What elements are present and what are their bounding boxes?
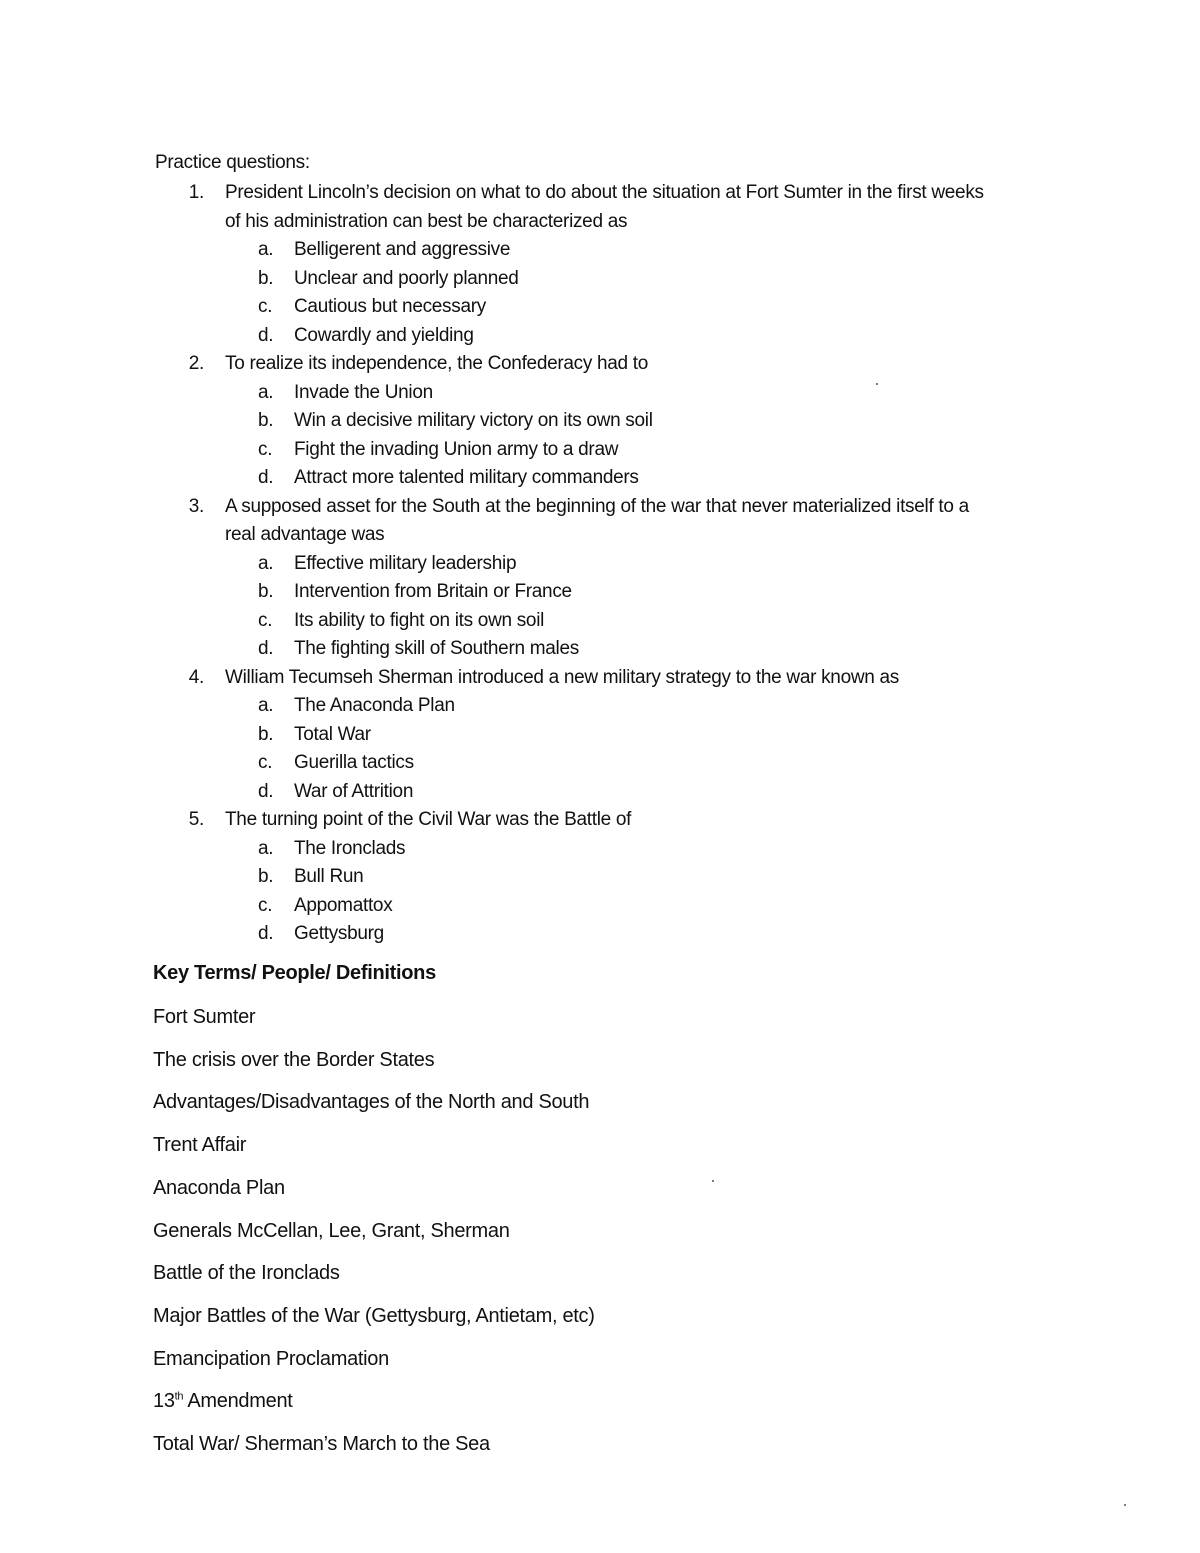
key-term: Major Battles of the War (Gettysburg, Antietam, etc) [153,1304,595,1327]
option-text: Fight the invading Union army to a draw [294,438,619,460]
question-text: William Tecumseh Sherman introduced a new military strategy to the war known as [225,666,899,688]
question-text: real advantage was [225,524,385,545]
option-letter: b. [258,866,274,887]
question-text: President Lincoln’s decision on what to do about the situation at Fort Sumter in the first weeks [225,182,984,203]
key-term: Anaconda Plan [153,1176,285,1199]
question-text: of his administration can best be characterized as [225,210,628,232]
option-letter: c. [258,894,273,916]
option-letter: a. [258,552,274,574]
option-letter: d. [258,324,274,346]
option-text: Intervention from Britain or France [294,581,572,602]
scan-speck [712,1180,714,1182]
key-term: Fort Sumter [153,1006,256,1028]
amendment-label: Amendment [183,1390,293,1413]
option-letter: d. [258,923,274,944]
key-term [153,1390,293,1413]
option-text: Bull Run [294,866,364,887]
question-number: 5. [188,809,204,830]
option-text: Gettysburg [294,923,384,944]
option-letter: c. [258,752,273,773]
option-letter: a. [258,381,274,403]
question-number: 4. [188,666,204,688]
option-letter: c. [258,296,273,317]
ordinal-suffix: th [174,1390,184,1403]
option-text: The Ironclads [294,837,406,859]
option-letter: d. [258,467,274,488]
question-number: 2. [188,353,204,374]
option-text: Effective military leadership [294,552,517,574]
key-term: Generals McCellan, Lee, Grant, Sherman [153,1219,510,1242]
option-text: Cowardly and yielding [294,324,474,346]
option-text: Total War [294,723,371,745]
option-letter: c. [258,438,273,460]
option-letter: a. [258,695,274,716]
amendment-number: 13 [153,1390,175,1413]
option-letter: b. [258,410,274,431]
option-letter: b. [258,723,274,745]
option-text: The Anaconda Plan [294,695,455,716]
question-text: The turning point of the Civil War was the Battle of [225,809,632,830]
question-text: A supposed asset for the South at the beginning of the war that never materialized itself to a [225,495,969,517]
key-term: Emancipation Proclamation [153,1347,389,1370]
key-term: Advantages/Disadvantages of the North and South [153,1091,590,1114]
option-letter: b. [258,581,274,602]
option-letter: b. [258,267,274,289]
question-number: 1. [188,182,204,203]
option-text: War of Attrition [294,780,414,802]
option-letter: d. [258,780,274,802]
option-text: Attract more talented military commanders [294,467,639,488]
option-text: Guerilla tactics [294,752,414,773]
option-letter: a. [258,837,274,859]
option-letter: c. [258,609,273,631]
question-number: 3. [188,495,204,517]
practice-questions-heading: Practice questions: [155,152,310,173]
option-letter: a. [258,239,274,260]
option-text: Appomattox [294,894,393,916]
option-letter: d. [258,638,274,659]
option-text: Unclear and poorly planned [294,267,519,289]
option-text: Belligerent and aggressive [294,239,511,260]
question-text: To realize its independence, the Confederacy had to [225,353,649,374]
option-text: Invade the Union [294,381,433,403]
option-text: Its ability to fight on its own soil [294,609,545,631]
key-term: The crisis over the Border States [153,1048,435,1071]
option-text: Win a decisive military victory on its own soil [294,410,653,431]
key-term: Battle of the Ironclads [153,1262,340,1285]
scan-speck [876,383,878,385]
key-terms-heading: Key Terms/ People/ Definitions [153,962,436,984]
key-term: Trent Affair [153,1134,247,1157]
key-term: Total War/ Sherman’s March to the Sea [153,1433,490,1455]
scan-speck [1124,1504,1126,1506]
option-text: The fighting skill of Southern males [294,638,579,659]
option-text: Cautious but necessary [294,296,486,317]
